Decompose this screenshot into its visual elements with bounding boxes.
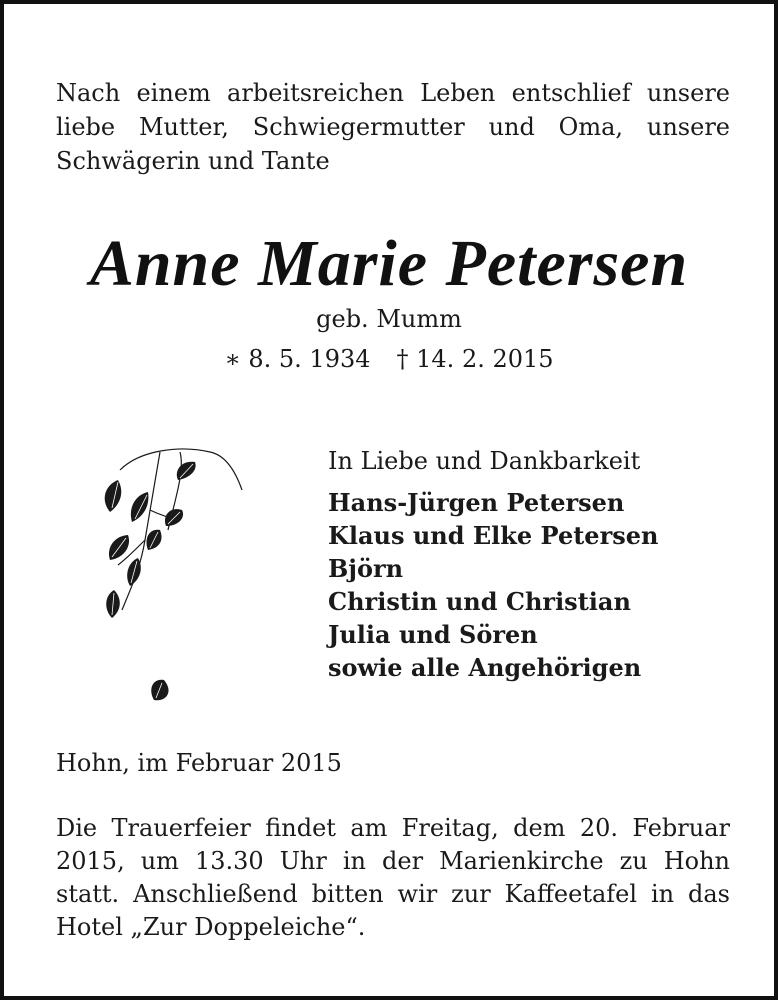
life-dates — [4, 342, 774, 376]
mourner-name: Björn — [328, 554, 404, 583]
funeral-details: Die Trauerfeier findet am Freitag, dem 20. Februar 2015, um 13.30 Uhr in der Marienkirche zu Hohn statt. Anschließend bitten wir zur Kaffeetafel in das Hotel „Zur Doppeleiche“. — [56, 814, 730, 941]
birth-date: ∗ 8. 5. 1934 — [224, 345, 371, 373]
mourner-name: Hans-Jürgen Petersen — [328, 488, 625, 517]
maiden-name: geb. Mumm — [316, 305, 462, 333]
mourners-list — [328, 486, 748, 684]
place-date: Hohn, im Februar 2015 — [56, 749, 342, 777]
mourners-intro: In Liebe und Dankbarkeit — [328, 447, 641, 475]
mourner-name: Christin und Christian — [328, 587, 631, 616]
mourner-name: Klaus und Elke Petersen — [328, 521, 659, 550]
death-date: † 14. 2. 2015 — [396, 345, 554, 373]
intro-text: Nach einem arbeitsreichen Leben entschlief unsere liebe Mutter, Schwiegermutter und Oma, unsere Schwägerin und Tante — [56, 79, 730, 175]
deceased-name: Anne Marie Petersen — [89, 227, 689, 300]
mourner-name: sowie alle Angehörigen — [328, 653, 642, 682]
mourner-name: Julia und Sören — [328, 620, 538, 649]
birch-branch-icon — [100, 440, 250, 720]
